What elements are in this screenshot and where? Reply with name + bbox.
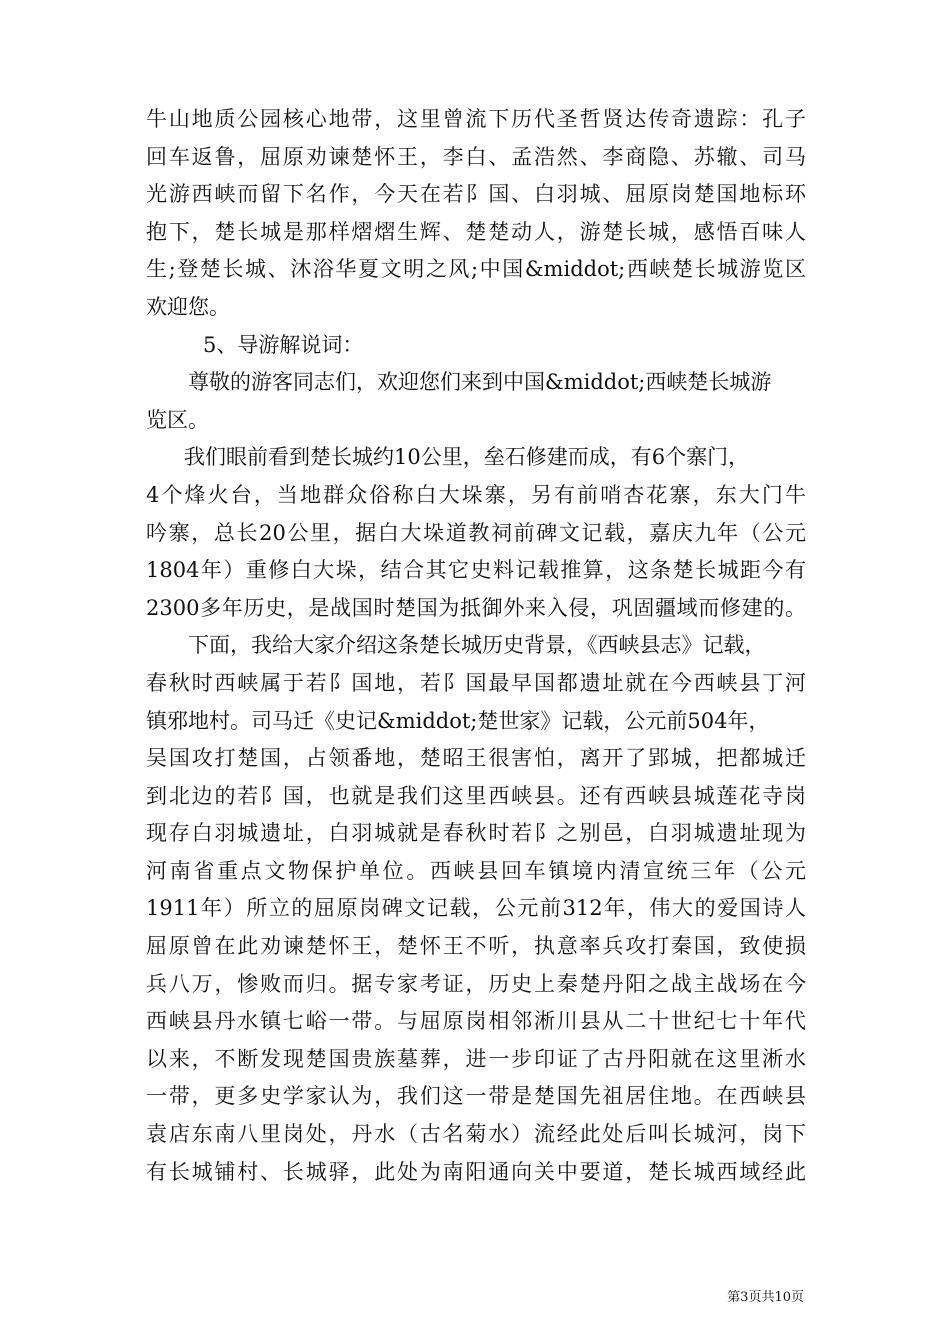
text-line: 吴国攻打楚国，占领番地，楚昭王很害怕，离开了郢城，把都城迁 (146, 746, 806, 771)
text-line: 吟寨，总长20公里，据白大垛道教祠前碑文记载，嘉庆九年（公元 (146, 520, 806, 545)
text-line: 尊敬的游客同志们，欢迎您们来到中国&middot;西峡楚长城游 (188, 370, 772, 395)
text-line: 1911年）所立的屈原岗碑文记载，公元前312年，伟大的爱国诗人 (146, 896, 806, 921)
text-line: 有长城铺村、长城驿，此处为南阳通向关中要道，楚长城西域经此 (146, 1159, 806, 1184)
text-line: 1804年）重修白大垛，结合其它史料记载推算，这条楚长城距今有 (146, 558, 806, 583)
text-line: 抱下，楚长城是那样熠熠生辉、楚楚动人，游楚长城，感悟百味人 (146, 219, 806, 244)
text-line: 河南省重点文物保护单位。西峡县回车镇境内清宣统三年（公元 (146, 858, 806, 883)
text-line: 一带，更多史学家认为，我们这一带是楚国先祖居住地。在西峡县 (146, 1084, 806, 1109)
section-heading: 5、导游解说词： (203, 332, 364, 357)
text-line: 回车返鲁，屈原劝谏楚怀王，李白、孟浩然、李商隐、苏辙、司马 (146, 144, 806, 169)
text-line: 以来，不断发现楚国贵族墓葬，进一步印证了古丹阳就在这里淅水 (146, 1046, 806, 1071)
text-line: 牛山地质公园核心地带，这里曾流下历代圣哲贤达传奇遗踪：孔子 (146, 107, 806, 131)
text-line: 生;登楚长城、沐浴华夏文明之风;中国&middot;西峡楚长城游览区 (146, 257, 806, 282)
text-line: 4个烽火台，当地群众俗称白大垛寨，另有前哨杏花寨，东大门牛 (146, 482, 806, 507)
text-line: 春秋时西峡属于若阝国地，若阝国最早国都遗址就在今西峡县丁河 (146, 670, 806, 695)
text-line: 西峡县丹水镇七峪一带。与屈原岗相邻淅川县从二十世纪七十年代 (146, 1009, 806, 1034)
text-line: 下面，我给大家介绍这条楚长城历史背景，《西峡县志》记载， (188, 633, 766, 658)
text-line: 欢迎您。 (146, 294, 230, 319)
page-number: 第3页共10页 (727, 1290, 804, 1305)
text-line: 袁店东南八里岗处，丹水（古名菊水）流经此处后叫长城河，岗下 (146, 1122, 806, 1147)
text-line: 2300多年历史，是战国时楚国为抵御外来入侵，巩固疆域而修建的。 (146, 595, 806, 620)
text-line: 到北边的若阝国，也就是我们这里西峡县。还有西峡县城莲花寺岗 (146, 783, 806, 808)
document-body (146, 101, 806, 1191)
text-line: 览区。 (146, 407, 209, 432)
text-line: 光游西峡而留下名作，今天在若阝国、白羽城、屈原岗楚国地标环 (146, 182, 806, 207)
text-line: 现存白羽城遗址，白羽城就是春秋时若阝之别邑，白羽城遗址现为 (146, 821, 806, 846)
text-line: 镇邪地村。司马迁《史记&middot;楚世家》记载，公元前504年， (146, 708, 770, 733)
text-line: 我们眼前看到楚长城约10公里，垒石修建而成，有6个寨门， (184, 445, 750, 470)
text-line: 屈原曾在此劝谏楚怀王，楚怀王不听，执意率兵攻打秦国，致使损 (146, 934, 806, 959)
text-line: 兵八万，惨败而归。据专家考证，历史上秦楚丹阳之战主战场在今 (146, 971, 806, 996)
